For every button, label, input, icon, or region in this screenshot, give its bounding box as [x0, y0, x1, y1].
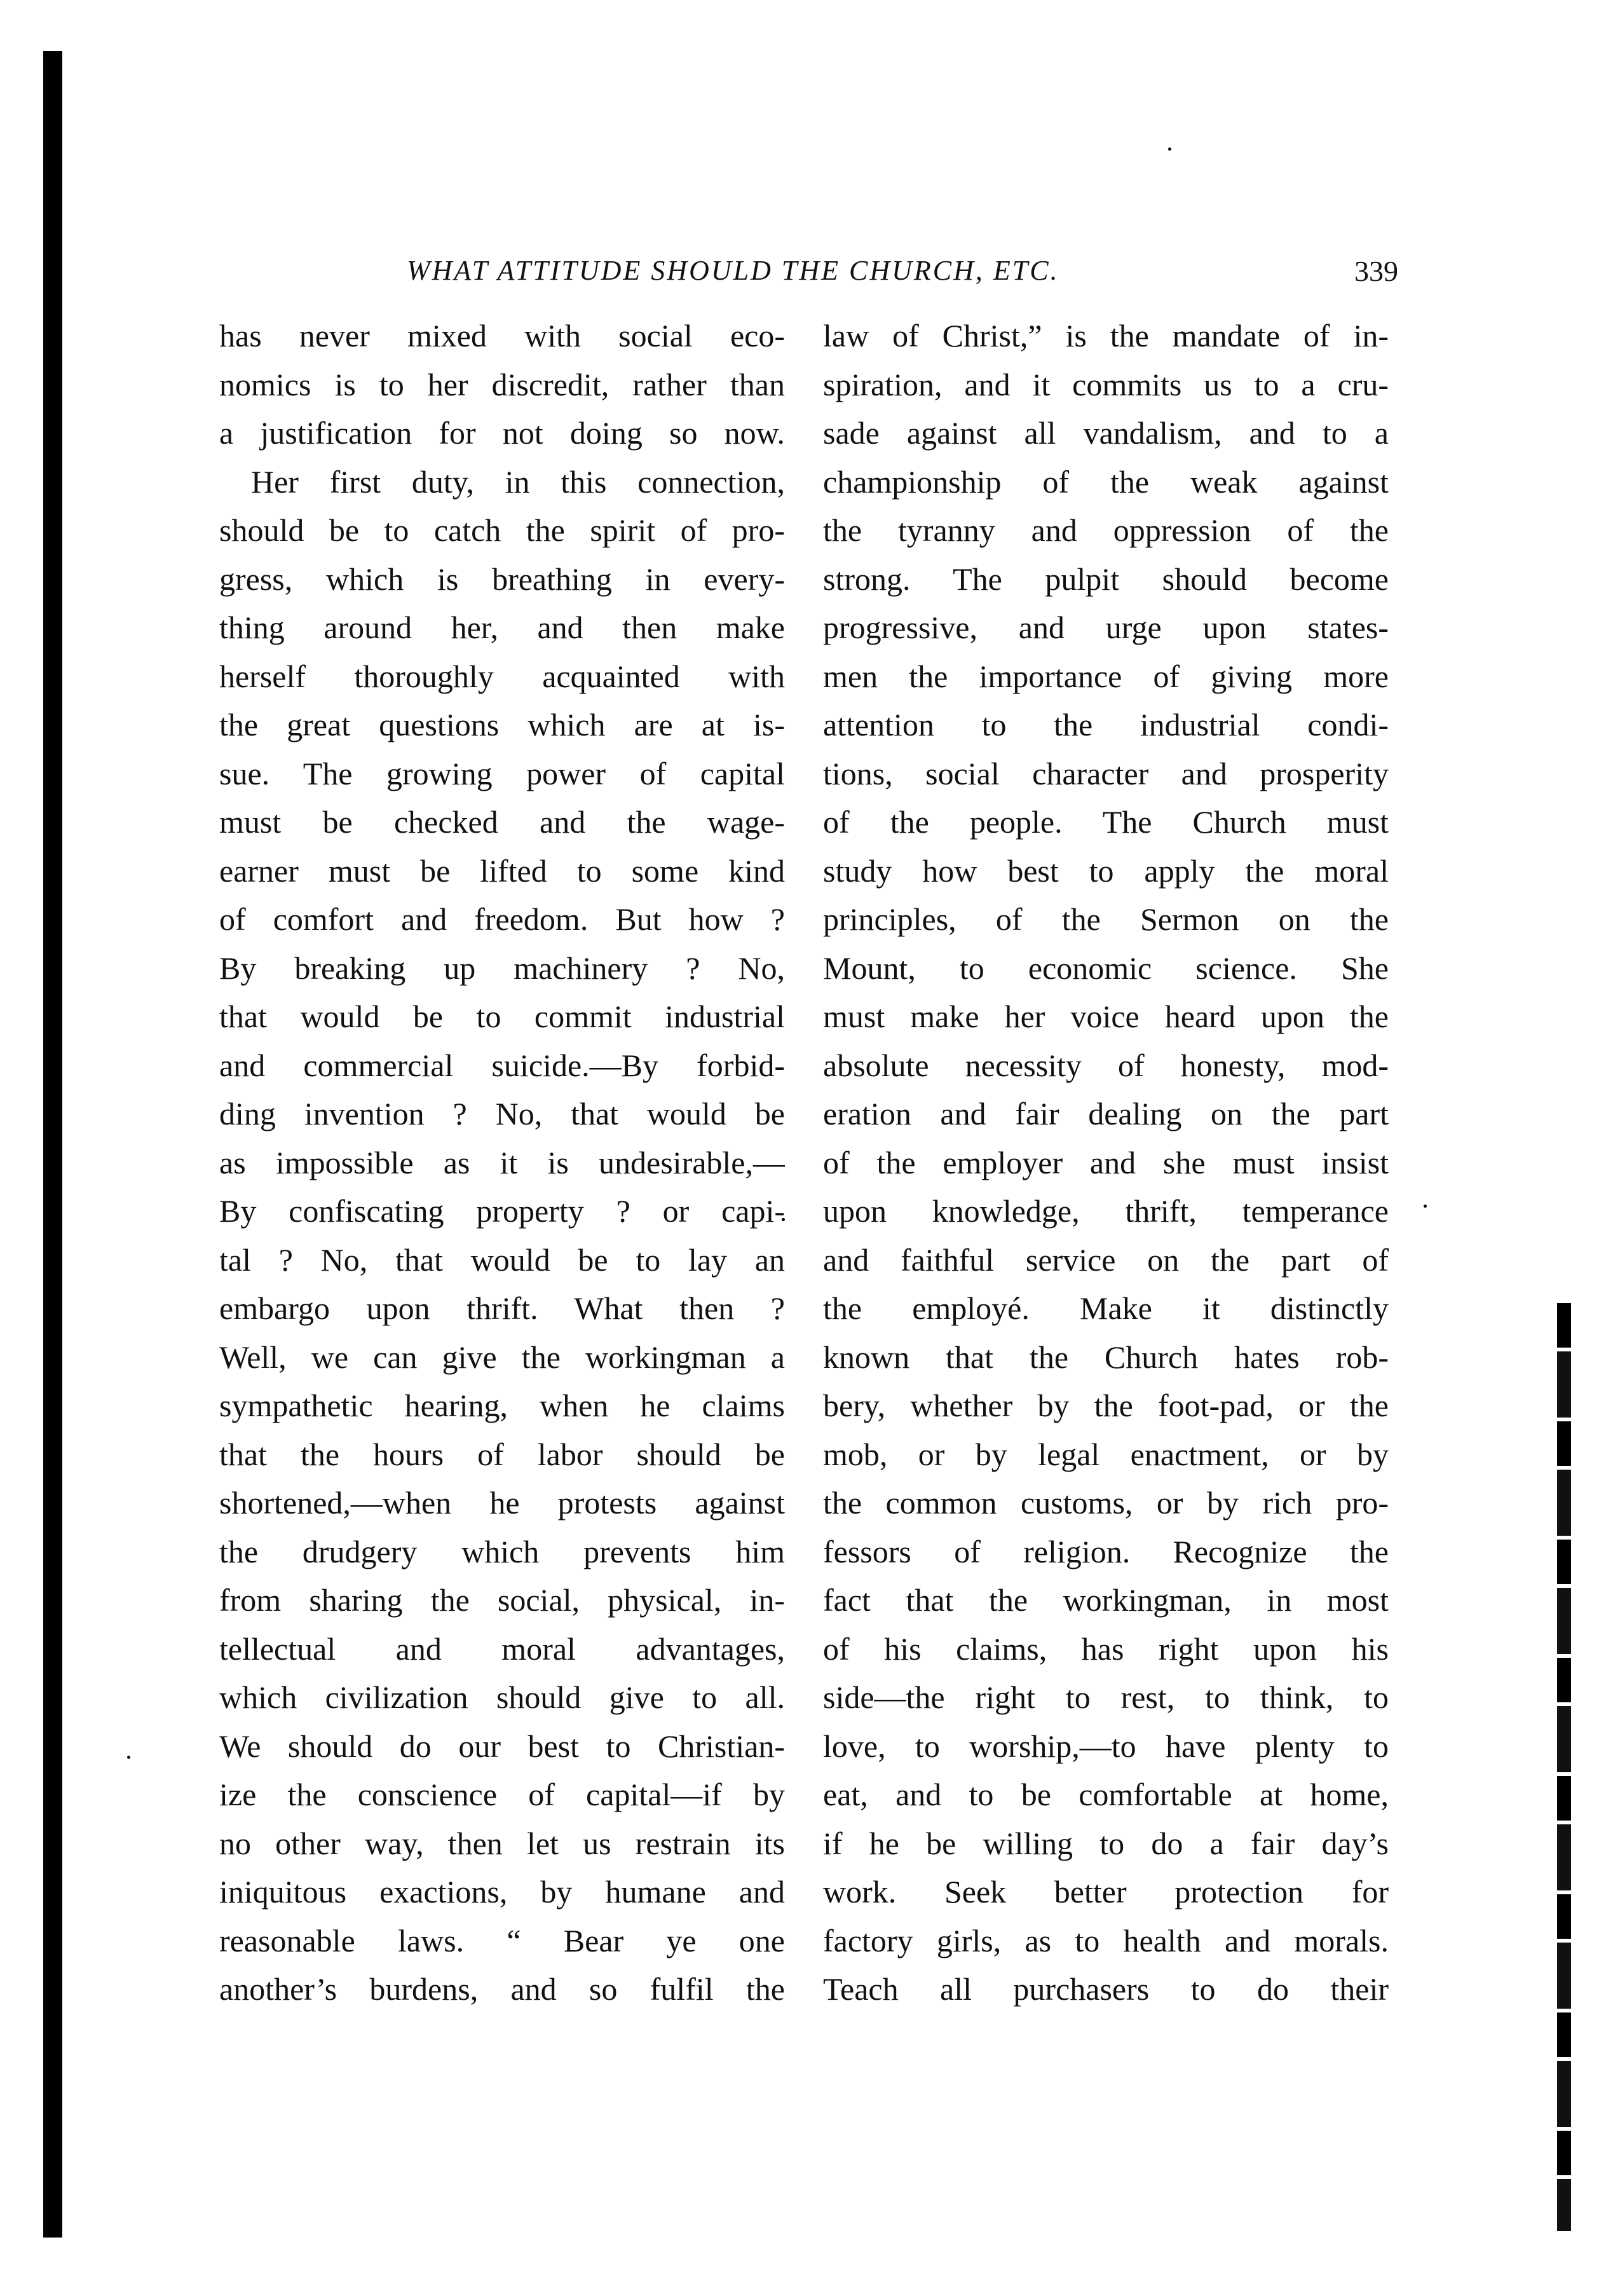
text-line: Mount, to economic science. She: [823, 950, 1389, 986]
text-line: if he be willing to do a fair day’s: [823, 1825, 1389, 1861]
text-line: from sharing the social, physical, in-: [219, 1582, 785, 1618]
scan-edge-shadow-left: [43, 51, 62, 2238]
scan-speck: [1168, 147, 1171, 151]
text-line: spiration, and it commits us to a cru-: [823, 366, 1389, 402]
text-line: absolute necessity of honesty, mod-: [823, 1047, 1389, 1083]
text-line: love, to worship,—to have plenty to: [823, 1728, 1389, 1764]
text-line: law of Christ,” is the mandate of in-: [823, 318, 1389, 353]
text-line: tellectual and moral advantages,: [219, 1630, 785, 1667]
scan-speck: [127, 1756, 130, 1759]
text-line: must make her voice heard upon the: [823, 999, 1389, 1034]
text-line: the tyranny and oppression of the: [823, 512, 1389, 548]
text-line: By breaking up machinery ? No,: [219, 950, 785, 986]
text-line: bery, whether by the foot-pad, or the: [823, 1388, 1389, 1423]
text-line: has never mixed with social eco-: [219, 318, 785, 353]
text-line: Teach all purchasers to do their: [823, 1971, 1389, 2007]
text-line: eat, and to be comfortable at home,: [823, 1777, 1389, 1812]
scan-speck: [1424, 1205, 1427, 1208]
text-line: sade against all vandalism, and to a: [823, 415, 1389, 451]
text-line: of the employer and she must insist: [823, 1144, 1389, 1180]
text-line: By confiscating property ? or capi-: [219, 1193, 785, 1229]
text-line: of comfort and freedom. But how ?: [219, 901, 785, 937]
text-line: work. Seek better protection for: [823, 1874, 1389, 1910]
text-line: men the importance of giving more: [823, 658, 1389, 694]
text-line: mob, or by legal enactment, or by: [823, 1436, 1389, 1472]
text-line: a justification for not doing so now.: [219, 415, 785, 451]
text-line: and commercial suicide.—By forbid-: [219, 1047, 785, 1083]
text-line: known that the Church hates rob-: [823, 1339, 1389, 1375]
scan-edge-shadow-right: [1557, 1303, 1571, 2231]
text-line: ding invention ? No, that would be: [219, 1096, 785, 1131]
text-line: must be checked and the wage-: [219, 804, 785, 840]
text-line: the common customs, or by rich pro-: [823, 1485, 1389, 1520]
text-line: We should do our best to Christian-: [219, 1728, 785, 1764]
text-line: of the people. The Church must: [823, 804, 1389, 840]
text-line: ize the conscience of capital—if by: [219, 1777, 785, 1812]
text-line: of his claims, has right upon his: [823, 1630, 1389, 1667]
text-line: another’s burdens, and so fulfil the: [219, 1971, 785, 2007]
text-line: thing around her, and then make: [219, 610, 785, 645]
left-text-column: [219, 311, 785, 2040]
text-line: no other way, then let us restrain its: [219, 1825, 785, 1861]
text-line: strong. The pulpit should become: [823, 561, 1389, 597]
text-line: which civilization should give to all.: [219, 1679, 785, 1715]
text-line: gress, which is breathing in every-: [219, 561, 785, 597]
text-line: iniquitous exactions, by humane and: [219, 1874, 785, 1910]
text-line: fact that the workingman, in most: [823, 1582, 1389, 1618]
text-line: progressive, and urge upon states-: [823, 610, 1389, 645]
text-line: the drudgery which prevents him: [219, 1533, 785, 1569]
text-line: Her first duty, in this connection,: [251, 463, 785, 500]
text-line: championship of the weak against: [823, 463, 1389, 500]
text-line: fessors of religion. Recognize the: [823, 1533, 1389, 1569]
text-line: that would be to commit industrial: [219, 999, 785, 1034]
text-line: tions, social character and prosperity: [823, 755, 1389, 791]
text-line: sue. The growing power of capital: [219, 755, 785, 791]
text-line: and faithful service on the part of: [823, 1241, 1389, 1278]
text-line: earner must be lifted to some kind: [219, 852, 785, 889]
text-line: study how best to apply the moral: [823, 852, 1389, 889]
text-line: sympathetic hearing, when he claims: [219, 1388, 785, 1423]
text-line: the great questions which are at is-: [219, 707, 785, 742]
text-line: nomics is to her discredit, rather than: [219, 366, 785, 402]
text-line: upon knowledge, thrift, temperance: [823, 1193, 1389, 1229]
right-text-column: [823, 311, 1389, 2040]
text-line: embargo upon thrift. What then ?: [219, 1290, 785, 1326]
text-line: that the hours of labor should be: [219, 1436, 785, 1472]
text-line: herself thoroughly acquainted with: [219, 658, 785, 694]
text-line: reasonable laws. “ Bear ye one: [219, 1922, 785, 1958]
text-line: principles, of the Sermon on the: [823, 901, 1389, 937]
text-line: shortened,—when he protests against: [219, 1485, 785, 1520]
running-head: WHAT ATTITUDE SHOULD THE CHURCH, ETC.: [407, 255, 1059, 286]
text-line: Well, we can give the workingman a: [219, 1339, 785, 1375]
text-line: should be to catch the spirit of pro-: [219, 512, 785, 548]
text-line: attention to the industrial condi-: [823, 707, 1389, 742]
text-line: the employé. Make it distinctly: [823, 1290, 1389, 1326]
page-header: [407, 254, 1398, 299]
text-line: eration and fair dealing on the part: [823, 1096, 1389, 1131]
page-number: 339: [1354, 255, 1398, 287]
text-line: as impossible as it is undesirable,—: [219, 1144, 785, 1180]
text-line: factory girls, as to health and morals.: [823, 1922, 1389, 1958]
text-line: side—the right to rest, to think, to: [823, 1679, 1389, 1715]
text-line: tal ? No, that would be to lay an: [219, 1241, 785, 1278]
